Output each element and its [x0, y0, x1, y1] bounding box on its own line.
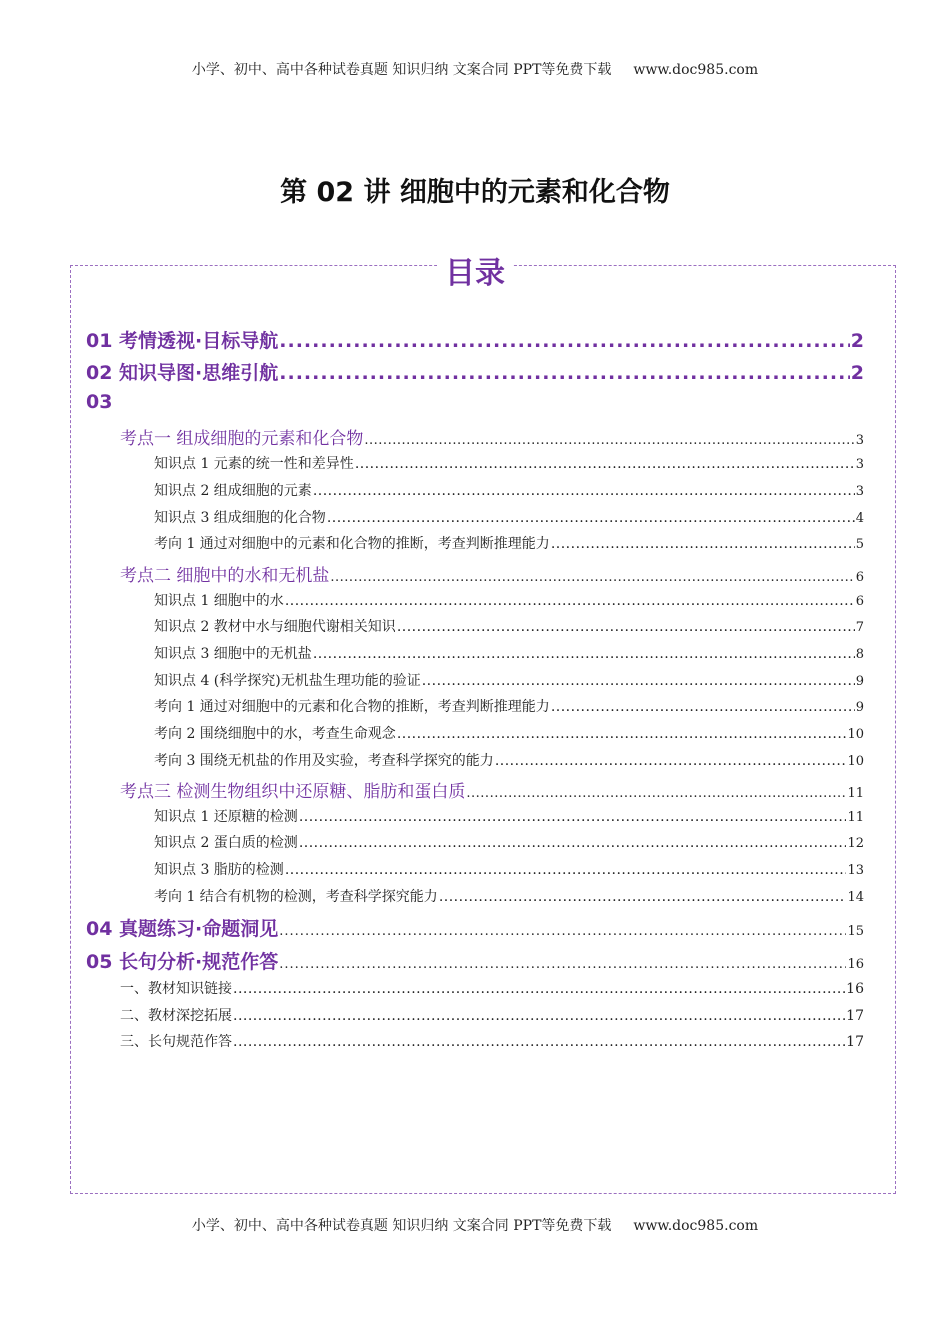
- toc-entry[interactable]: [154, 480, 864, 500]
- page-title: 第 02 讲 细胞中的元素和化合物: [280, 177, 670, 208]
- toc-entry-label: 知识点 1 元素的统一性和差异性: [154, 456, 354, 472]
- toc-entry[interactable]: [154, 453, 864, 473]
- toc-entry-label: 知识点 3 组成细胞的化合物: [154, 510, 326, 526]
- toc-entry[interactable]: [154, 533, 864, 553]
- leader-dots: [495, 753, 847, 769]
- toc-entry[interactable]: [120, 424, 864, 449]
- toc-entry-page: 4: [855, 511, 864, 526]
- leader-dots: [299, 835, 847, 851]
- toc-entry-page: 16: [847, 957, 864, 972]
- toc-entry-page: 3: [855, 457, 864, 472]
- toc-entry-label: 知识点 4 (科学探究)无机盐生理功能的验证: [154, 673, 421, 689]
- toc-entry-page: 10: [847, 727, 864, 742]
- leader-dots: [279, 362, 849, 384]
- toc-entry-page: 6: [855, 570, 864, 585]
- leader-dots: [397, 726, 847, 742]
- toc-entry-page: 12: [847, 836, 864, 851]
- footer-text: 小学、初中、高中各种试卷真题 知识归纳 文案合同 PPT等免费下载: [191, 1218, 612, 1234]
- toc-entry[interactable]: [154, 832, 864, 852]
- leader-dots: [233, 1008, 845, 1024]
- leader-dots: [279, 957, 846, 972]
- toc-entry[interactable]: [154, 723, 864, 743]
- toc-entry-page: 17: [846, 1034, 864, 1050]
- toc-entry[interactable]: [154, 616, 864, 636]
- header-site-link[interactable]: www.doc985.com: [633, 62, 759, 78]
- page-header: [0, 59, 950, 79]
- toc-entry[interactable]: [86, 947, 864, 974]
- toc-entry-label: 知识点 3 细胞中的无机盐: [154, 646, 312, 662]
- leader-dots: [364, 433, 854, 448]
- toc-entry[interactable]: [154, 670, 864, 690]
- leader-dots: [313, 483, 855, 499]
- toc-entry-label: 考向 1 结合有机物的检测，考查科学探究能力: [154, 889, 438, 905]
- leader-dots: [327, 510, 855, 526]
- toc-entry-label: 04 真题练习·命题洞见: [86, 918, 279, 940]
- toc-entry-page: 15: [847, 924, 864, 939]
- toc-entry-page: 13: [847, 863, 864, 878]
- toc-entry-label: 考向 2 围绕细胞中的水，考查生命观念: [154, 726, 396, 742]
- toc-entry-label: 知识点 1 细胞中的水: [154, 593, 284, 609]
- toc-entry-page: 9: [855, 674, 864, 689]
- toc-heading-text: 目录: [437, 256, 513, 291]
- toc-entry[interactable]: [86, 914, 864, 941]
- leader-dots: [313, 646, 855, 662]
- page-footer: [0, 1215, 950, 1235]
- toc-entry[interactable]: [86, 391, 864, 413]
- header-text: 小学、初中、高中各种试卷真题 知识归纳 文案合同 PPT等免费下载: [191, 62, 612, 78]
- toc-entry[interactable]: [154, 507, 864, 527]
- leader-dots: [355, 456, 855, 472]
- toc-entry-label: 03: [86, 391, 113, 413]
- toc-entry-page: 11: [847, 810, 864, 825]
- toc-entry[interactable]: [120, 561, 864, 586]
- toc-entry-label: 知识点 3 脂肪的检测: [154, 862, 284, 878]
- toc-entry-page: 2: [850, 362, 864, 384]
- leader-dots: [397, 619, 855, 635]
- toc-entry-page: 14: [847, 890, 864, 905]
- toc-entry-page: 3: [855, 484, 864, 499]
- toc-entry-page: 7: [855, 620, 864, 635]
- leader-dots: [285, 593, 855, 609]
- leader-dots: [439, 889, 847, 905]
- toc-entry-page: 8: [855, 647, 864, 662]
- toc-entry[interactable]: [154, 590, 864, 610]
- toc-entry-label: 01 考情透视·目标导航: [86, 330, 279, 352]
- toc-entry-page: 3: [855, 433, 864, 448]
- toc-entry-label: 知识点 2 组成细胞的元素: [154, 483, 312, 499]
- toc-entry-page: 16: [846, 981, 864, 997]
- toc-entry[interactable]: [154, 859, 864, 879]
- toc-entry[interactable]: [86, 326, 864, 353]
- leader-dots: [299, 809, 847, 825]
- toc-entry-label: 知识点 2 教材中水与细胞代谢相关知识: [154, 619, 396, 635]
- toc-heading: [0, 248, 950, 292]
- toc-entry-page: 6: [855, 594, 864, 609]
- toc-entry-page: 2: [850, 330, 864, 352]
- toc-entry[interactable]: [154, 696, 864, 716]
- toc-entry[interactable]: [120, 777, 864, 802]
- toc-entry[interactable]: [154, 643, 864, 663]
- toc-entry-label: 考点二 细胞中的水和无机盐: [120, 566, 330, 586]
- toc-entry-label: 知识点 2 蛋白质的检测: [154, 835, 298, 851]
- toc-entry-label: 一、教材知识链接: [120, 981, 232, 997]
- footer-site-link[interactable]: www.doc985.com: [633, 1218, 759, 1234]
- leader-dots: [285, 862, 847, 878]
- leader-dots: [279, 924, 846, 939]
- toc-entry[interactable]: [86, 358, 864, 385]
- leader-dots: [422, 673, 855, 689]
- toc-entry[interactable]: [154, 750, 864, 770]
- toc-entry-label: 三、长句规范作答: [120, 1034, 232, 1050]
- toc-entry-page: 9: [855, 700, 864, 715]
- toc-entry-label: 考向 3 围绕无机盐的作用及实验，考查科学探究的能力: [154, 753, 494, 769]
- toc-entry[interactable]: [154, 886, 864, 906]
- toc-entry-page: 5: [855, 537, 864, 552]
- toc-entry-label: 考点一 组成细胞的元素和化合物: [120, 429, 364, 449]
- toc-entry-page: 17: [846, 1008, 864, 1024]
- toc-entry[interactable]: [120, 1005, 864, 1025]
- leader-dots: [233, 1034, 845, 1050]
- toc-entry-label: 考点三 检测生物组织中还原糖、脂肪和蛋白质: [120, 782, 466, 802]
- toc-entry-label: 05 长句分析·规范作答: [86, 951, 279, 973]
- toc-entry-page: 10: [847, 754, 864, 769]
- leader-dots: [466, 786, 846, 801]
- leader-dots: [551, 699, 855, 715]
- toc-entry[interactable]: [154, 806, 864, 826]
- toc-entry-label: 知识点 1 还原糖的检测: [154, 809, 298, 825]
- leader-dots: [233, 981, 845, 997]
- toc-entry[interactable]: [120, 1031, 864, 1051]
- toc-entry[interactable]: [120, 978, 864, 998]
- toc-entry-label: 考向 1 通过对细胞中的元素和化合物的推断，考查判断推理能力: [154, 699, 550, 715]
- leader-dots: [330, 570, 854, 585]
- leader-dots: [551, 536, 855, 552]
- leader-dots: [279, 330, 849, 352]
- toc-entry-label: 02 知识导图·思维引航: [86, 362, 279, 384]
- toc-entry-label: 考向 1 通过对细胞中的元素和化合物的推断，考查判断推理能力: [154, 536, 550, 552]
- toc-entry-label: 二、教材深挖拓展: [120, 1008, 232, 1024]
- toc-entry-page: 11: [847, 786, 864, 801]
